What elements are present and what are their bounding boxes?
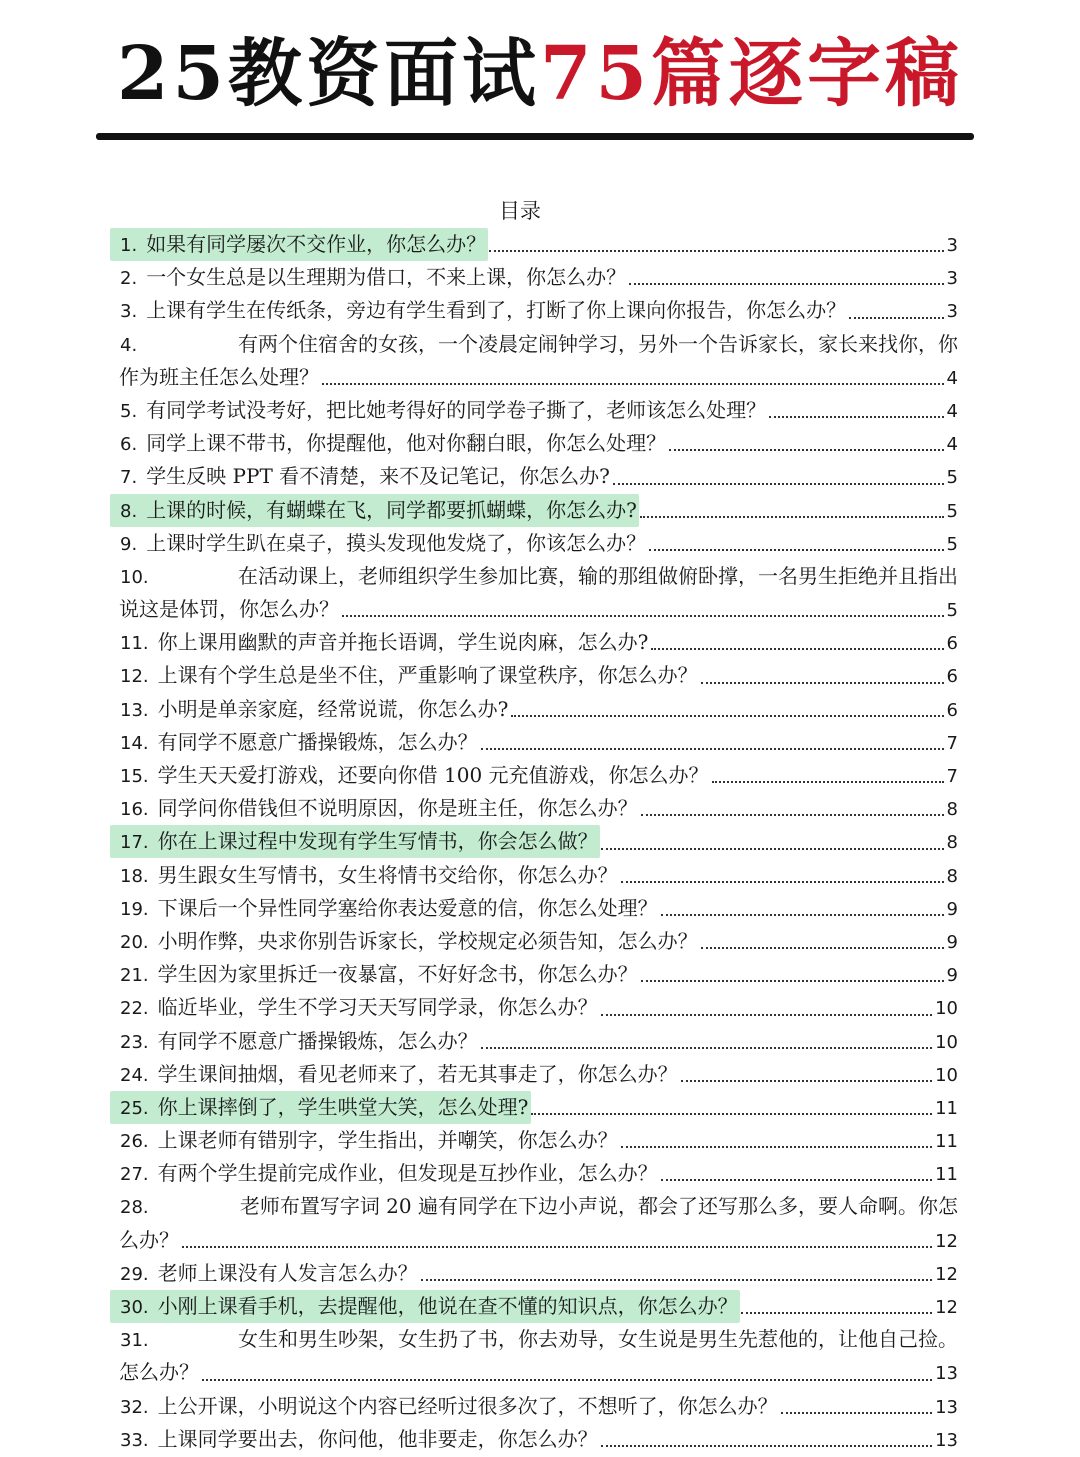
toc-leader-dots — [649, 548, 943, 551]
toc-entry-line — [120, 1224, 958, 1257]
toc-entry[interactable] — [120, 626, 958, 659]
toc-entry-text: 学生反映 PPT 看不清楚，来不及记笔记，你怎么办? — [146, 464, 610, 489]
toc-entry[interactable] — [120, 759, 958, 792]
toc-leader-dots — [601, 847, 944, 850]
toc-leader-dots — [481, 747, 944, 750]
toc-entry-text: 有两个学生提前完成作业，但发现是互抄作业，怎么办？ — [157, 1161, 658, 1186]
toc-page-number: 4 — [946, 434, 958, 456]
toc-entry[interactable] — [120, 228, 958, 261]
toc-entry-number: 13. — [120, 699, 149, 721]
toc-leader-dots — [629, 282, 943, 285]
toc-entry-number: 18. — [120, 865, 149, 887]
toc-entry-line — [120, 494, 958, 527]
toc-leader-dots — [661, 913, 944, 916]
toc-entry-number: 4. — [120, 334, 138, 356]
title-divider — [96, 133, 974, 140]
toc-leader-dots — [661, 1178, 932, 1181]
toc-page-number: 4 — [946, 367, 958, 389]
toc-entry-line — [120, 1190, 958, 1223]
toc-entry-text: 上课有学生在传纸条，旁边有学生看到了，打断了你上课向你报告，你怎么办？ — [146, 298, 847, 323]
toc-entry-line — [120, 328, 958, 361]
toc-page-number: 10 — [935, 1064, 958, 1086]
toc-entry-number: 31. — [120, 1330, 149, 1352]
toc-entry-text: 同学上课不带书，你提醒他，他对你翻白眼，你怎么处理？ — [146, 431, 667, 456]
toc-entry-text: 学生天天爱打游戏，还要向你借 100 元充值游戏，你怎么办？ — [157, 763, 709, 787]
toc-page-number: 5 — [946, 600, 958, 622]
toc-entry-text: 上课同学要出去，你问他，他非要走，你怎么办？ — [157, 1426, 598, 1451]
toc-page-number: 7 — [946, 732, 958, 754]
toc-entry-text: 小刚上课看手机，去提醒他，他说在查不懂的知识点，你怎么办？ — [157, 1294, 738, 1318]
toc-entry-number: 33. — [120, 1429, 149, 1451]
toc-entry[interactable] — [120, 1091, 958, 1124]
toc-entry-line — [120, 792, 958, 825]
title-part-black: 25教资面试 — [117, 31, 540, 117]
toc-page-number: 12 — [935, 1230, 958, 1252]
toc-entry-line — [120, 1356, 958, 1389]
toc-entry-line — [120, 825, 958, 858]
toc-leader-dots — [421, 1278, 932, 1281]
toc-leader-dots — [613, 482, 944, 485]
toc-leader-dots — [202, 1378, 932, 1381]
toc-entry-line — [120, 527, 958, 560]
toc-entry-text: 你上课摔倒了，学生哄堂大笑，怎么处理? — [157, 1094, 529, 1119]
toc-entry-line — [120, 958, 958, 991]
toc-entry-number: 20. — [120, 931, 149, 953]
toc-page-number: 9 — [946, 898, 958, 920]
toc-heading: 目录 — [499, 199, 541, 223]
toc-entry-line — [120, 726, 958, 759]
toc-page-number: 11 — [935, 1097, 958, 1119]
toc-entry[interactable] — [120, 958, 958, 991]
toc-page-number: 11 — [935, 1164, 958, 1186]
toc-entry-number: 6. — [120, 434, 138, 456]
toc-entry-line — [120, 1091, 958, 1124]
toc-entry-line — [120, 759, 958, 792]
toc-page-number: 9 — [946, 965, 958, 987]
toc-page-number: 3 — [946, 268, 958, 290]
toc-entry[interactable] — [120, 527, 958, 560]
toc-entry-text: 小明作弊，央求你别告诉家长，学校规定必须告知，怎么办？ — [157, 928, 698, 953]
toc-entry-number: 7. — [120, 467, 138, 489]
toc-entry-number: 5. — [120, 400, 138, 422]
toc-leader-dots — [701, 681, 944, 684]
toc-entry[interactable] — [120, 892, 958, 925]
toc-page-number: 5 — [946, 467, 958, 489]
toc-entry[interactable] — [120, 693, 958, 726]
toc-entry-line — [120, 892, 958, 925]
toc-entry-text: 么办？ — [119, 1227, 179, 1252]
toc-leader-dots — [769, 415, 943, 418]
toc-entry-text: 女生和男生吵架，女生扔了书，你去劝导，女生说是男生先惹他的，让他自己捡。 — [238, 1327, 958, 1352]
toc-entry-number: 10. — [120, 566, 149, 588]
toc-entry-text: 同学问你借钱但不说明原因，你是班主任，你怎么办？ — [157, 796, 638, 821]
toc-page-number: 13 — [935, 1363, 958, 1385]
toc-leader-dots — [701, 946, 944, 949]
toc-leader-dots — [651, 647, 943, 650]
toc-entry[interactable] — [120, 659, 958, 692]
toc-entry[interactable] — [120, 261, 958, 294]
toc-entry[interactable] — [120, 1025, 958, 1058]
toc-entry-number: 17. — [120, 832, 149, 854]
toc-entry-number: 1. — [120, 235, 138, 256]
toc-entry[interactable] — [120, 1423, 958, 1456]
toc-page-number: 13 — [935, 1396, 958, 1418]
toc-entry-number: 12. — [120, 666, 149, 688]
toc-entry[interactable] — [120, 560, 958, 626]
toc-page-number: 9 — [946, 931, 958, 953]
toc-entry-number: 22. — [120, 998, 149, 1020]
toc-page-number: 11 — [935, 1131, 958, 1153]
toc-entry-line — [120, 1323, 958, 1356]
toc-entry-number: 27. — [120, 1164, 149, 1186]
toc-entry-number: 19. — [120, 898, 149, 920]
toc-entry-text: 你上课用幽默的声音并拖长语调，学生说肉麻，怎么办? — [157, 630, 649, 655]
toc-leader-dots — [481, 1046, 932, 1049]
toc-page-number: 5 — [946, 533, 958, 555]
toc-entry-text: 有同学不愿意广播操锻炼，怎么办？ — [157, 1028, 478, 1053]
toc-entry-number: 32. — [120, 1396, 149, 1418]
toc-entry-text: 上课时学生趴在桌子，摸头发现他发烧了，你该怎么办？ — [146, 530, 647, 555]
toc-leader-dots — [511, 714, 943, 717]
toc-entry-text: 一个女生总是以生理期为借口，不来上课，你怎么办？ — [146, 265, 627, 290]
toc-entry-text: 老师上课没有人发言怎么办？ — [157, 1260, 418, 1285]
toc-entry-line — [120, 294, 958, 327]
toc-leader-dots — [641, 979, 944, 982]
toc-entry[interactable] — [120, 859, 958, 892]
toc-page-number: 10 — [935, 998, 958, 1020]
toc-entry-line — [120, 693, 958, 726]
toc-leader-dots — [681, 1079, 932, 1082]
toc-entry-number: 16. — [120, 799, 149, 821]
toc-entry-text: 说这是体罚，你怎么办？ — [119, 597, 339, 622]
toc-entry-line — [120, 460, 958, 493]
toc-entry-number: 14. — [120, 732, 149, 754]
toc-entry-line — [120, 560, 958, 593]
toc-page-number: 12 — [935, 1263, 958, 1285]
toc-entry-line — [120, 1157, 958, 1190]
title-part-red: 75篇逐字稿 — [540, 31, 963, 117]
toc-page-number: 8 — [946, 799, 958, 821]
toc-leader-dots — [601, 1013, 932, 1016]
toc-page-number: 4 — [946, 400, 958, 422]
toc-entry-number: 24. — [120, 1064, 149, 1086]
toc-entry[interactable] — [120, 328, 958, 394]
toc-page-number: 7 — [946, 766, 958, 787]
toc-page-number: 12 — [935, 1297, 958, 1318]
toc-entry-text: 男生跟女生写情书，女生将情书交给你，你怎么办？ — [157, 862, 618, 887]
toc-entry-text: 下课后一个异性同学塞给你表达爱意的信，你怎么处理？ — [157, 895, 658, 920]
toc-page-number: 6 — [946, 666, 958, 688]
toc-entry[interactable] — [120, 1124, 958, 1157]
toc-entry-text: 临近毕业，学生不学习天天写同学录，你怎么办？ — [157, 995, 598, 1020]
toc-page-number: 13 — [935, 1429, 958, 1451]
toc-entry-number: 29. — [120, 1263, 149, 1285]
toc-entry-text: 上课的时候，有蝴蝶在飞，同学都要抓蝴蝶，你怎么办? — [146, 497, 637, 522]
document-title — [0, 26, 1080, 122]
toc-entry-line — [120, 394, 958, 427]
toc-entry-text: 上课老师有错别字，学生指出，并嘲笑，你怎么办？ — [157, 1128, 618, 1153]
toc-entry-number: 15. — [120, 766, 149, 787]
toc-entry[interactable] — [120, 1323, 958, 1389]
toc-leader-dots — [669, 448, 943, 451]
toc-entry-number: 11. — [120, 633, 149, 655]
toc-entry-text: 你在上课过程中发现有学生写情书，你会怎么做？ — [157, 829, 598, 854]
toc-entry-number: 30. — [120, 1297, 149, 1318]
toc-leader-dots — [781, 1411, 932, 1414]
toc-entry-line — [120, 1058, 958, 1091]
toc-leader-dots — [322, 382, 944, 385]
toc-entry-number: 2. — [120, 268, 138, 290]
toc-entry-line — [120, 427, 958, 460]
toc-entry-text: 上课有个学生总是坐不住，严重影响了课堂秩序，你怎么办？ — [157, 663, 698, 688]
toc-entry[interactable] — [120, 427, 958, 460]
toc-leader-dots — [489, 249, 943, 252]
toc-entry[interactable] — [120, 494, 958, 527]
toc-entry-text: 上公开课，小明说这个内容已经听过很多次了，不想听了，你怎么办？ — [157, 1393, 778, 1418]
toc-page-number: 5 — [946, 500, 958, 522]
toc-entry-line — [120, 228, 958, 261]
toc-entry-text: 老师布置写字词 20 遍有同学在下边小声说，都会了还写那么多，要人命啊。你怎 — [239, 1194, 958, 1219]
toc-entry-line — [120, 991, 958, 1024]
toc-entry-line — [120, 1423, 958, 1456]
toc-entry-text: 怎么办？ — [119, 1360, 199, 1385]
toc-entry-number: 25. — [120, 1097, 149, 1119]
toc-entry-number: 8. — [120, 500, 138, 522]
toc-leader-dots — [640, 515, 944, 518]
toc-entry-line — [120, 593, 958, 626]
toc-leader-dots — [342, 614, 944, 617]
toc-page-number: 8 — [946, 832, 958, 854]
toc-page-number: 6 — [946, 633, 958, 655]
toc-entry-line — [120, 261, 958, 294]
toc-entry-number: 3. — [120, 301, 138, 323]
toc-entry-line — [120, 1390, 958, 1423]
toc-entry-text: 小明是单亲家庭，经常说谎，你怎么办? — [157, 696, 509, 721]
toc-leader-dots — [601, 1444, 932, 1447]
toc-entry-text: 学生因为家里拆迁一夜暴富，不好好念书，你怎么办？ — [157, 962, 638, 987]
toc-entry[interactable] — [120, 925, 958, 958]
toc-entry[interactable] — [120, 1157, 958, 1190]
toc-entry-text: 作为班主任怎么处理？ — [119, 364, 319, 389]
toc-entry-text: 学生课间抽烟，看见老师来了，若无其事走了，你怎么办？ — [157, 1061, 678, 1086]
toc-entry-text: 有同学不愿意广播操锻炼，怎么办？ — [157, 729, 478, 754]
toc-entry-number: 21. — [120, 965, 149, 987]
toc-entry[interactable] — [120, 1190, 958, 1256]
toc-entry[interactable] — [120, 460, 958, 493]
toc-leader-dots — [621, 1145, 932, 1148]
toc-entry[interactable] — [120, 394, 958, 427]
toc-entry-line — [120, 361, 958, 394]
toc-entry[interactable] — [120, 726, 958, 759]
toc-entry-line — [120, 859, 958, 892]
toc-entry-number: 26. — [120, 1131, 149, 1153]
toc-entry[interactable] — [120, 1058, 958, 1091]
toc-entry-line — [120, 659, 958, 692]
toc-entry[interactable] — [120, 294, 958, 327]
toc-entry-line — [120, 1257, 958, 1290]
toc-leader-dots — [621, 880, 944, 883]
toc-leader-dots — [531, 1112, 932, 1115]
toc-entry-text: 有同学考试没考好，把比她考得好的同学卷子撕了，老师该怎么处理？ — [146, 397, 767, 422]
toc-entry-number: 23. — [120, 1031, 149, 1053]
toc-entry[interactable] — [120, 1390, 958, 1423]
toc-page-number: 6 — [946, 699, 958, 721]
toc-page-number: 10 — [935, 1031, 958, 1053]
toc-entry-line — [120, 1124, 958, 1157]
toc-entry-text: 如果有同学屡次不交作业，你怎么办？ — [146, 232, 487, 256]
toc-page-number: 3 — [946, 301, 958, 323]
toc-leader-dots — [182, 1245, 932, 1248]
toc-entry-number: 28. — [120, 1197, 149, 1219]
toc-entry[interactable] — [120, 1290, 958, 1323]
toc-entry-line — [120, 1025, 958, 1058]
toc-entry[interactable] — [120, 1257, 958, 1290]
toc-entry[interactable] — [120, 792, 958, 825]
toc-leader-dots — [712, 780, 944, 783]
toc-entry-number: 9. — [120, 533, 138, 555]
toc-entry-text: 有两个住宿舍的女孩，一个凌晨定闹钟学习，另外一个告诉家长，家长来找你，你 — [238, 331, 958, 356]
toc-entry[interactable] — [120, 991, 958, 1024]
toc-entry-text: 在活动课上，老师组织学生参加比赛，输的那组做俯卧撑，一名男生拒绝并且指出 — [238, 563, 958, 588]
toc-entry-line — [120, 626, 958, 659]
toc-entry[interactable] — [120, 825, 958, 858]
toc-leader-dots — [741, 1311, 932, 1314]
toc-entry-line — [120, 925, 958, 958]
toc-leader-dots — [849, 316, 943, 319]
toc-entry-line — [120, 1290, 958, 1323]
toc-page-number: 8 — [946, 865, 958, 887]
toc-leader-dots — [641, 813, 944, 816]
toc-page-number: 3 — [946, 235, 958, 256]
table-of-contents — [120, 228, 958, 1456]
